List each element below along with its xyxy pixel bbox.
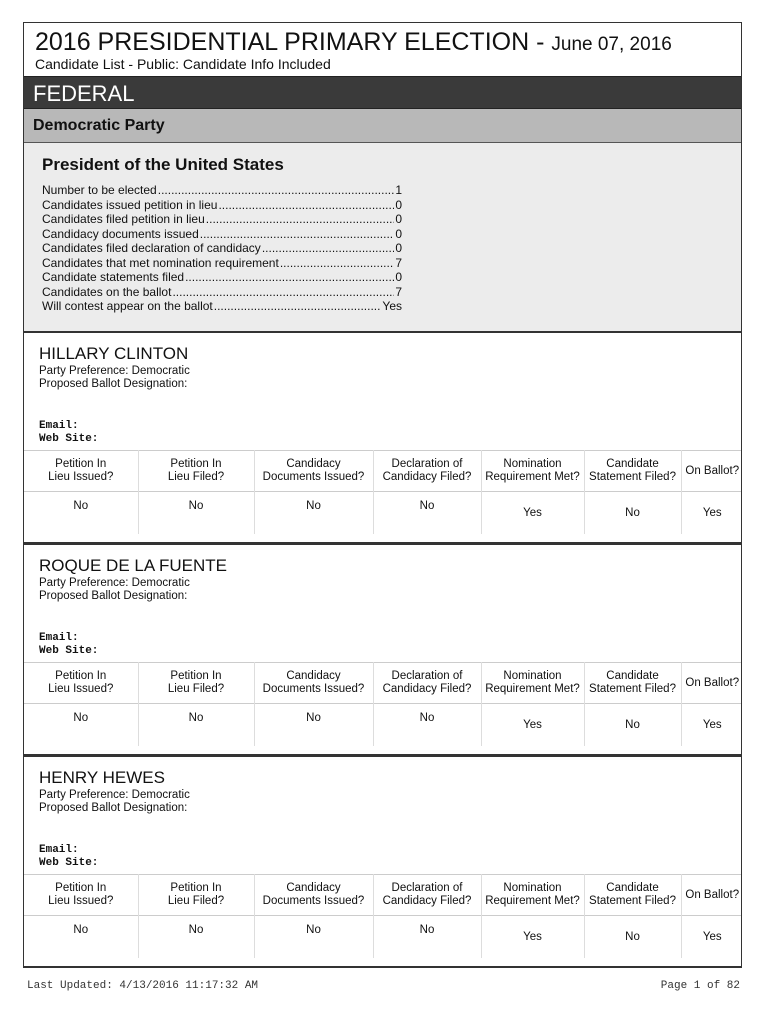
page-subtitle: Candidate List - Public: Candidate Info Included (35, 56, 331, 72)
email-label: Email: (39, 844, 79, 856)
column-header (373, 663, 481, 704)
party-preference: Party Preference: Democratic (39, 365, 190, 377)
column-header-line: Lieu Filed? (167, 683, 225, 695)
column-header-line: On Ballot? (685, 676, 740, 689)
column-header-line: Lieu Filed? (167, 895, 225, 907)
candidate-block (24, 545, 741, 757)
column-header (584, 663, 681, 704)
website-label: Web Site: (39, 433, 99, 445)
column-header-line: Nomination (503, 458, 562, 470)
column-header (373, 451, 481, 492)
party-preference: Party Preference: Democratic (39, 577, 190, 589)
status-cell: No (584, 492, 681, 534)
column-header-line: Requirement Met? (485, 895, 580, 907)
column-header (481, 663, 584, 704)
stat-leader-dots (218, 198, 394, 213)
column-header-line: Petition In (170, 670, 222, 682)
candidate-name: ROQUE DE LA FUENTE (39, 556, 227, 575)
page-number: Page 1 of 82 (660, 980, 740, 992)
candidate-name: HENRY HEWES (39, 768, 165, 787)
page-title (35, 28, 672, 57)
stat-value: 0 (395, 212, 402, 226)
status-cell: No (254, 916, 373, 958)
column-header-line: Candidacy Filed? (382, 471, 472, 483)
status-cell: Yes (681, 704, 742, 746)
column-header-line: Nomination (503, 882, 562, 894)
status-cell: Yes (481, 704, 584, 746)
ballot-designation-label: Proposed Ballot Designation: (39, 590, 188, 602)
column-header (373, 875, 481, 916)
column-header-line: Declaration of (391, 882, 463, 894)
column-header-line: Candidacy Filed? (382, 895, 472, 907)
ballot-designation-label: Proposed Ballot Designation: (39, 378, 188, 390)
column-header (584, 451, 681, 492)
stat-row (42, 241, 402, 256)
column-header-line: Candidacy (286, 458, 341, 470)
stat-label: Number to be elected (42, 183, 157, 197)
stat-value: 0 (395, 197, 402, 212)
status-header-row (24, 451, 742, 492)
stat-row (42, 256, 402, 271)
column-header (24, 875, 138, 916)
column-header-line: Statement Filed? (589, 471, 676, 483)
status-table (24, 874, 742, 958)
status-cell: No (584, 704, 681, 746)
office-summary (24, 143, 741, 333)
candidate-block (24, 757, 741, 968)
stat-leader-dots (280, 256, 395, 271)
column-header-line: Documents Issued? (262, 895, 365, 907)
stat-value: 7 (395, 284, 402, 299)
stat-value: 7 (395, 255, 402, 270)
column-header-line: Petition In (55, 882, 107, 894)
column-header-line: Candidate (606, 882, 659, 894)
stat-value: 0 (395, 270, 402, 284)
column-header-line: Lieu Issued? (48, 471, 114, 483)
column-header (254, 663, 373, 704)
stat-row (42, 198, 402, 213)
status-cell: No (138, 492, 254, 534)
website-label: Web Site: (39, 857, 99, 869)
column-header-line: Candidate (606, 670, 659, 682)
status-table (24, 662, 742, 746)
column-header (584, 875, 681, 916)
candidate-name: HILLARY CLINTON (39, 344, 189, 363)
column-header-line: Statement Filed? (589, 683, 676, 695)
column-header-line: Declaration of (391, 458, 463, 470)
column-header (138, 663, 254, 704)
column-header (481, 875, 584, 916)
column-header (138, 451, 254, 492)
column-header-line: Candidacy (286, 882, 341, 894)
stat-leader-dots (185, 270, 394, 285)
status-cell: Yes (681, 492, 742, 534)
column-header (481, 451, 584, 492)
table-row (24, 916, 742, 958)
column-header (681, 875, 742, 916)
stat-label: Candidate statements filed (42, 270, 185, 284)
ballot-designation-label: Proposed Ballot Designation: (39, 802, 188, 814)
section-header-federal: FEDERAL (24, 76, 741, 109)
column-header-line: Candidacy (286, 670, 341, 682)
table-row (24, 492, 742, 534)
column-header-line: Candidacy Filed? (382, 683, 472, 695)
election-date: June 07, 2016 (551, 34, 672, 55)
stat-row (42, 212, 402, 227)
column-header-line: On Ballot? (685, 888, 740, 901)
stat-value: 0 (395, 241, 402, 255)
column-header-line: Declaration of (391, 670, 463, 682)
status-cell: No (373, 916, 481, 958)
stat-label: Candidates filed declaration of candidacy (42, 241, 261, 255)
stat-leader-dots (206, 212, 395, 227)
column-header-line: Lieu Issued? (48, 895, 114, 907)
election-title: 2016 PRESIDENTIAL PRIMARY ELECTION - (35, 28, 545, 56)
stat-leader-dots (214, 299, 382, 314)
party-preference: Party Preference: Democratic (39, 789, 190, 801)
status-table (24, 450, 742, 534)
stat-row (42, 270, 402, 285)
stat-row (42, 183, 402, 198)
status-cell: No (24, 916, 138, 958)
column-header-line: Lieu Issued? (48, 683, 114, 695)
email-label: Email: (39, 420, 79, 432)
column-header (24, 663, 138, 704)
column-header-line: Petition In (170, 882, 222, 894)
title-block (24, 23, 741, 76)
candidate-list-page (23, 22, 742, 968)
stat-value: 0 (395, 226, 402, 241)
stat-row (42, 285, 402, 300)
office-title: President of the United States (42, 155, 284, 174)
stat-leader-dots (172, 285, 394, 300)
office-stats (42, 183, 402, 314)
stat-label: Will contest appear on the ballot (42, 299, 213, 313)
column-header-line: Petition In (170, 458, 222, 470)
status-header-row (24, 875, 742, 916)
candidate-block (24, 333, 741, 545)
stat-label: Candidates issued petition in lieu (42, 197, 218, 212)
last-updated: Last Updated: 4/13/2016 11:17:32 AM (27, 980, 259, 992)
table-row (24, 704, 742, 746)
column-header (254, 451, 373, 492)
column-header-line: Petition In (55, 458, 107, 470)
party-header: Democratic Party (24, 109, 741, 143)
column-header-line: Documents Issued? (262, 471, 365, 483)
stat-leader-dots (262, 241, 395, 256)
status-cell: No (373, 492, 481, 534)
column-header-line: Requirement Met? (485, 683, 580, 695)
status-cell: No (254, 492, 373, 534)
column-header-line: Requirement Met? (485, 471, 580, 483)
status-header-row (24, 663, 742, 704)
status-cell: No (584, 916, 681, 958)
stat-leader-dots (158, 183, 395, 198)
stat-row (42, 227, 402, 242)
column-header-line: Petition In (55, 670, 107, 682)
column-header (681, 663, 742, 704)
status-cell: No (138, 704, 254, 746)
column-header-line: On Ballot? (685, 464, 740, 477)
status-cell: Yes (481, 492, 584, 534)
column-header-line: Nomination (503, 670, 562, 682)
column-header-line: Lieu Filed? (167, 471, 225, 483)
column-header-line: Statement Filed? (589, 895, 676, 907)
status-cell: No (254, 704, 373, 746)
website-label: Web Site: (39, 645, 99, 657)
column-header (138, 875, 254, 916)
stat-label: Candidates that met nomination requirement (42, 255, 279, 270)
stat-row (42, 299, 402, 314)
email-label: Email: (39, 632, 79, 644)
column-header (24, 451, 138, 492)
stat-value: 1 (395, 183, 402, 197)
status-cell: Yes (481, 916, 584, 958)
status-cell: No (373, 704, 481, 746)
column-header (681, 451, 742, 492)
stat-label: Candidacy documents issued (42, 226, 199, 241)
column-header-line: Candidate (606, 458, 659, 470)
status-cell: No (24, 704, 138, 746)
stat-label: Candidates filed petition in lieu (42, 212, 205, 226)
status-cell: Yes (681, 916, 742, 958)
stat-label: Candidates on the ballot (42, 284, 172, 299)
stat-leader-dots (200, 227, 395, 242)
stat-value: Yes (382, 299, 402, 313)
column-header-line: Documents Issued? (262, 683, 365, 695)
status-cell: No (138, 916, 254, 958)
status-cell: No (24, 492, 138, 534)
column-header (254, 875, 373, 916)
